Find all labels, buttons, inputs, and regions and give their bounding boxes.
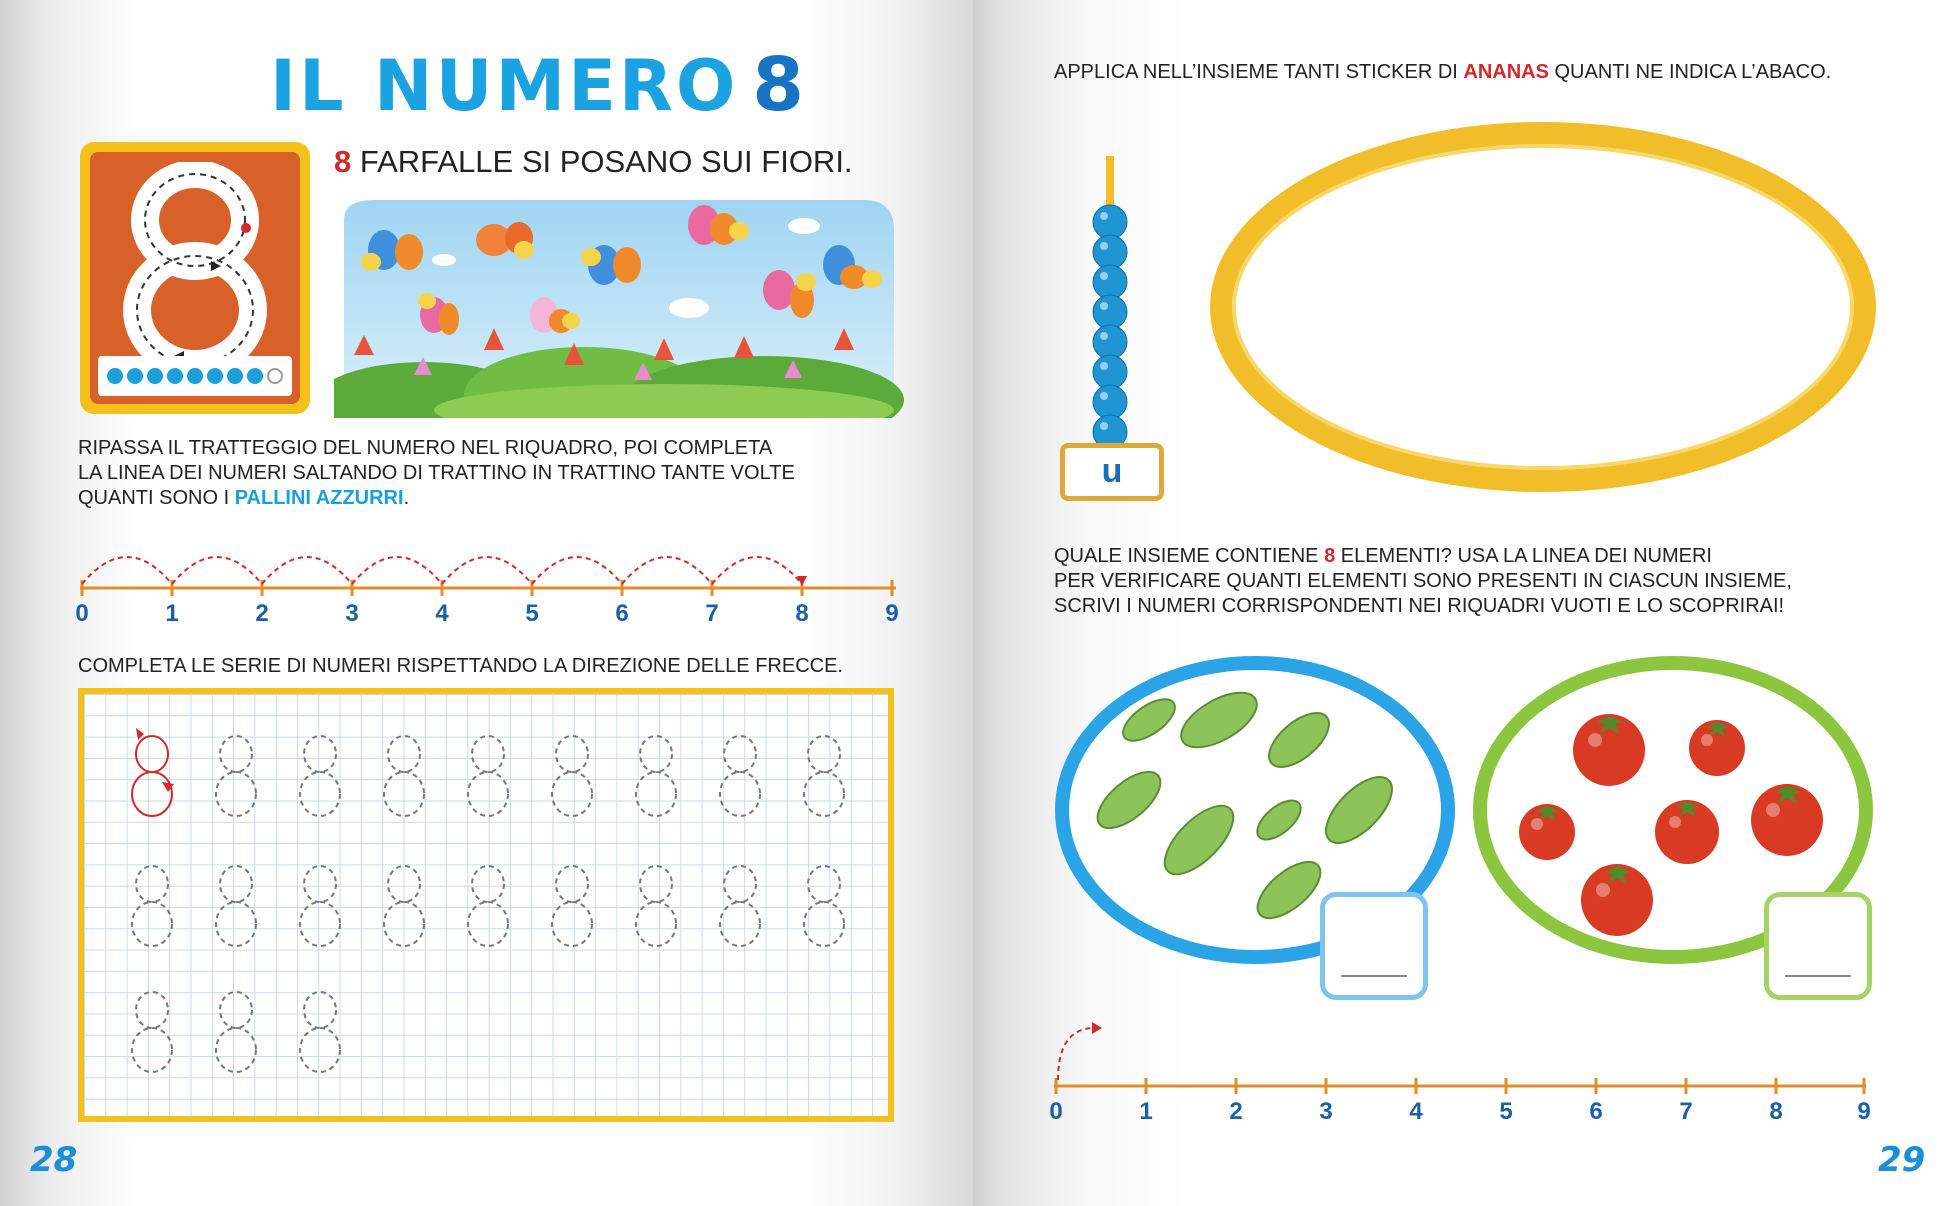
leaf-icon [1248,852,1329,928]
number-label: 7 [1679,1098,1693,1125]
sets-line1-number: 8 [1324,545,1336,567]
number-label: 6 [615,600,629,627]
leaf-icon [1315,766,1403,854]
leaf-icon [1116,691,1181,748]
number-label: 2 [1229,1098,1243,1125]
sets-instructions [1054,544,1792,619]
answer-line [1785,975,1851,977]
sets-instructions-line2: PER VERIFICARE QUANTI ELEMENTI SONO PRESENTI IN CIASCUN INSIEME, [1054,570,1792,592]
number-label: 5 [525,600,539,627]
page-title [270,42,807,128]
tomatoes-answer-box[interactable] [1764,892,1872,1000]
number-line-right-labels [1046,1098,1876,1128]
page-number-left: 28 [30,1140,78,1180]
sticker-suffix: QUANTI NE INDICA L’ABACO. [1548,61,1832,83]
blue-dots-highlight: PALLINI AZZURRI [234,487,404,509]
blue-dot [247,368,263,384]
blue-dot [127,368,143,384]
number-label: 3 [1319,1098,1333,1125]
series-instructions: COMPLETA LE SERIE DI NUMERI RISPETTANDO LA DIREZIONE DELLE FRECCE. [78,655,843,677]
sets-instructions-line3: SCRIVI I NUMERI CORRISPONDENTI NEI RIQUADRI VUOTI E LO SCOPRIRAI! [1054,595,1785,617]
sticker-set-area[interactable] [1210,122,1876,492]
number-label: 1 [1139,1098,1153,1125]
page-number-right: 29 [1878,1140,1926,1180]
sticker-instructions [1054,60,1831,85]
title-word: IL NUMERO [270,45,739,127]
traceable-eight-icon[interactable] [108,162,282,374]
number-label: 0 [1049,1098,1063,1125]
number-label: 5 [1499,1098,1513,1125]
sticker-prefix: APPLICA NELL’INSIEME TANTI STICKER DI [1054,61,1464,83]
start-arrowhead-icon [1092,1022,1102,1034]
butterflies-heading [334,144,853,180]
leaf-icon [1088,762,1169,838]
blue-dot [187,368,203,384]
empty-dot [267,368,283,384]
heading-text: FARFALLE SI POSANO SUI FIORI. [351,144,853,179]
dashed-eights [84,694,888,1116]
trace-instructions-line1: RIPASSA IL TRATTEGGIO DEL NUMERO NEL RIQUADRO, POI COMPLETA [78,437,773,459]
number-label: 4 [1409,1098,1423,1125]
sets-line1-suffix: ELEMENTI? USA LA LINEA DEI NUMERI [1335,545,1712,567]
heading-number: 8 [334,144,352,179]
ananas-highlight: ANANAS [1463,61,1549,83]
leaf-icon [1154,795,1245,886]
answer-line [1341,975,1407,977]
trace-instructions-line3 [78,486,795,511]
blue-dot [167,368,183,384]
writing-grid[interactable] [78,688,894,1122]
title-number: 8 [752,42,807,128]
trace-instructions [78,436,795,511]
blue-dots-strip [98,356,292,396]
blue-dot [227,368,243,384]
number-label: 1 [165,600,179,627]
jump-arcs [82,557,802,584]
number-label: 7 [705,600,719,627]
trace-instructions-line2: LA LINEA DEI NUMERI SALTANDO DI TRATTINO IN TRATTINO TANTE VOLTE [78,462,795,484]
number-label: 2 [255,600,269,627]
number-label: 4 [435,600,449,627]
digit-card-inner [90,152,300,404]
line3-suffix: . [403,487,410,509]
leaves-answer-box[interactable] [1320,892,1428,1000]
number-label: 8 [795,600,809,627]
sets-instructions-line1 [1054,544,1792,569]
model-eight-icon [132,728,174,816]
number-label: 3 [345,600,359,627]
number-line-left-labels [70,600,910,630]
number-label: 9 [1857,1098,1871,1125]
number-label: 0 [75,600,89,627]
blue-dot [207,368,223,384]
digit-eight-card [80,142,310,414]
leaf-icon [1173,682,1266,759]
butterflies-flowers-illustration [334,190,904,418]
number-label: 6 [1589,1098,1603,1125]
leaf-icon [1260,703,1338,777]
abacus-units-label: u [1060,443,1164,501]
sets-line1-prefix: QUALE INSIEME CONTIENE [1054,545,1325,567]
number-label: 8 [1769,1098,1783,1125]
start-arc [1058,1028,1092,1080]
leaf-icon [1251,793,1308,846]
blue-dot [147,368,163,384]
number-label: 9 [885,600,899,627]
number-line-right [1046,1010,1876,1100]
line3-prefix: QUANTI SONO I [78,487,235,509]
blue-dot [107,368,123,384]
